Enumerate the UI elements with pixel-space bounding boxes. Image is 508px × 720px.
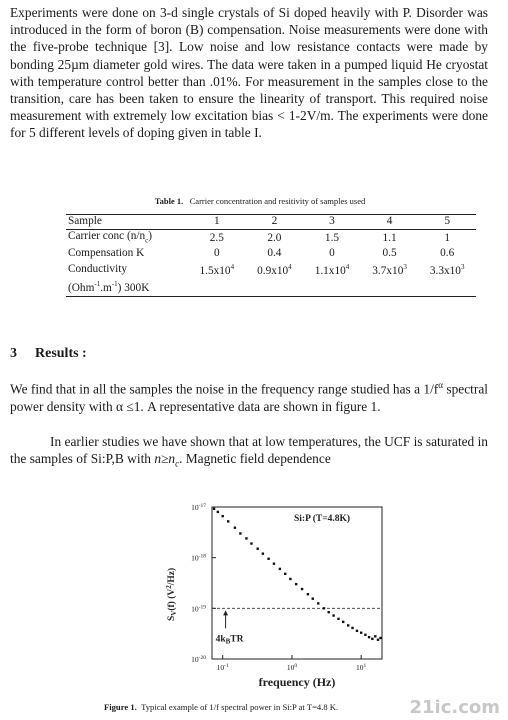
table-cell: 1 — [444, 231, 451, 244]
spectral-power-chart — [160, 497, 390, 693]
data-point — [323, 607, 325, 609]
table-cell — [188, 278, 246, 296]
results-paragraph: We find that in all the samples the noise in the frequency range studied has a $1/f^\alpha$ spectral power density with α ≤1. A representative data are shown in figure 1. — [10, 380, 488, 414]
row-label: $(Ohm^{-1}.m^{-1})$ 300K — [66, 278, 188, 296]
chart-title: Si:P (T=4.8K) — [294, 514, 351, 524]
table-cell: 1.5 — [324, 231, 340, 244]
table-cell — [303, 278, 361, 296]
table-row — [66, 261, 476, 278]
table-cell: $3.7x10^3$ — [372, 263, 407, 277]
data-point — [284, 573, 286, 575]
data-point — [250, 542, 252, 544]
data-point — [364, 634, 366, 636]
data-point — [379, 637, 381, 639]
data-point — [301, 588, 303, 590]
data-point — [337, 618, 339, 620]
section-number: 3 — [10, 346, 17, 361]
data-point — [374, 635, 376, 637]
data-point — [289, 578, 291, 580]
table-cell — [246, 278, 304, 296]
table-cell — [361, 278, 419, 296]
intro-paragraph: Experiments were done on 3-d single crystals of Si doped heavily with P. Disorder was introduced in the form of boron (B) compensation. Noise measurements were done with the five-probe technique [3]. Low noise and low resistance contacts were made by bonding 25µm diameter gold wires. The data were taken in a pumped liquid He cryostat with temperature control better than .01%. For measurement in the samples close to the transition, care has been taken to ensure the linearity of transport. This required noise measurement with extremely low excitation bias < 1-2V/m. The experiments were done for 5 different levels of doping given in table I. — [10, 5, 488, 141]
table-caption-label: Table 1. — [154, 196, 184, 206]
data-point — [217, 511, 219, 513]
table-header-cell: 2 — [246, 215, 304, 230]
data-point — [295, 583, 297, 585]
y-tick-label: $10^{-19}$ — [191, 604, 206, 614]
table-cell: 0.6 — [440, 247, 455, 260]
table-cell: 0 — [329, 247, 335, 260]
table-header-cell: 4 — [361, 215, 419, 230]
table-header-row — [66, 215, 476, 230]
table-header-cell: 5 — [418, 215, 476, 230]
table-row — [66, 229, 476, 247]
x-tick-label: $10^{-1}$ — [216, 663, 229, 672]
data-point — [328, 611, 330, 613]
data-point — [262, 552, 264, 554]
data-point — [368, 636, 370, 638]
data-point — [356, 630, 358, 632]
table-cell: 0 — [213, 247, 220, 260]
data-point — [222, 515, 224, 517]
table-cell: 0.5 — [382, 247, 397, 260]
x-tick-label: $10^0$ — [286, 663, 298, 672]
data-point — [227, 520, 229, 522]
y-axis-label: $S_V(f)$ $(V^2/Hz)$ — [165, 567, 178, 621]
table-caption-text: Carrier concentration and resitivity of samples used — [189, 196, 366, 206]
section-heading — [10, 346, 87, 362]
x-tick-label: $10^1$ — [356, 663, 367, 672]
reference-label: $4k_BTR$ — [215, 634, 244, 646]
figure-caption — [104, 702, 338, 712]
y-tick-label: $10^{-18}$ — [191, 553, 206, 563]
watermark-logo: 21ic.com — [409, 697, 500, 718]
data-point — [312, 597, 314, 599]
ucf-paragraph: In earlier studies we have shown that at low temperatures, the UCF is saturated in the samples of Si:P,B with $n\ge n_c$. Magnetic field dependence — [10, 434, 488, 469]
table-header-cell: 1 — [188, 215, 246, 230]
data-point — [256, 548, 258, 550]
samples-table — [66, 214, 476, 297]
table-header-cell: Sample — [66, 215, 188, 230]
data-point — [371, 638, 373, 640]
reference-arrow-head — [223, 610, 228, 615]
table-caption — [60, 196, 460, 206]
table-cell: $1.5x10^4$ — [199, 263, 235, 277]
table-cell: $3.3x10^3$ — [429, 263, 465, 277]
table-cell: $0.9x10^4$ — [257, 263, 292, 277]
data-point — [234, 527, 236, 529]
table-row — [66, 247, 476, 261]
figure-1 — [160, 497, 390, 693]
data-point — [239, 532, 241, 534]
data-point — [332, 614, 334, 616]
y-tick-label: $10^{-20}$ — [191, 655, 206, 664]
row-label: Conductivity — [68, 262, 127, 275]
figure-caption-label: Figure 1. — [104, 702, 137, 712]
data-point — [317, 602, 319, 604]
data-point — [351, 627, 353, 629]
data-point — [245, 537, 247, 539]
figure-caption-text: Typical example of 1/f spectral power in Si:P at T=4.8 K. — [141, 702, 339, 712]
data-point — [273, 563, 275, 565]
data-point — [307, 593, 309, 595]
table-cell: 2.5 — [209, 231, 224, 244]
table-cell — [418, 278, 476, 296]
table-cell: 0.4 — [267, 247, 282, 260]
data-point — [279, 568, 281, 570]
row-label: Carrier conc $(n/n_c)$ — [68, 229, 153, 244]
table-row — [66, 278, 476, 296]
table-cell: 1.1 — [382, 231, 397, 244]
table-header-cell: 3 — [303, 215, 361, 230]
section-title: Results : — [35, 346, 87, 361]
x-axis-label: frequency (Hz) — [258, 675, 336, 689]
data-point — [377, 639, 379, 641]
data-point — [213, 508, 215, 510]
y-tick-label: $10^{-17}$ — [191, 503, 206, 512]
table-cell: 2.0 — [267, 231, 282, 244]
row-label: Compensation K — [68, 247, 145, 260]
data-point — [267, 558, 269, 560]
data-point — [360, 632, 362, 634]
table-cell: $1.1x10^4$ — [314, 263, 350, 277]
data-point — [342, 621, 344, 623]
data-point — [347, 624, 349, 626]
